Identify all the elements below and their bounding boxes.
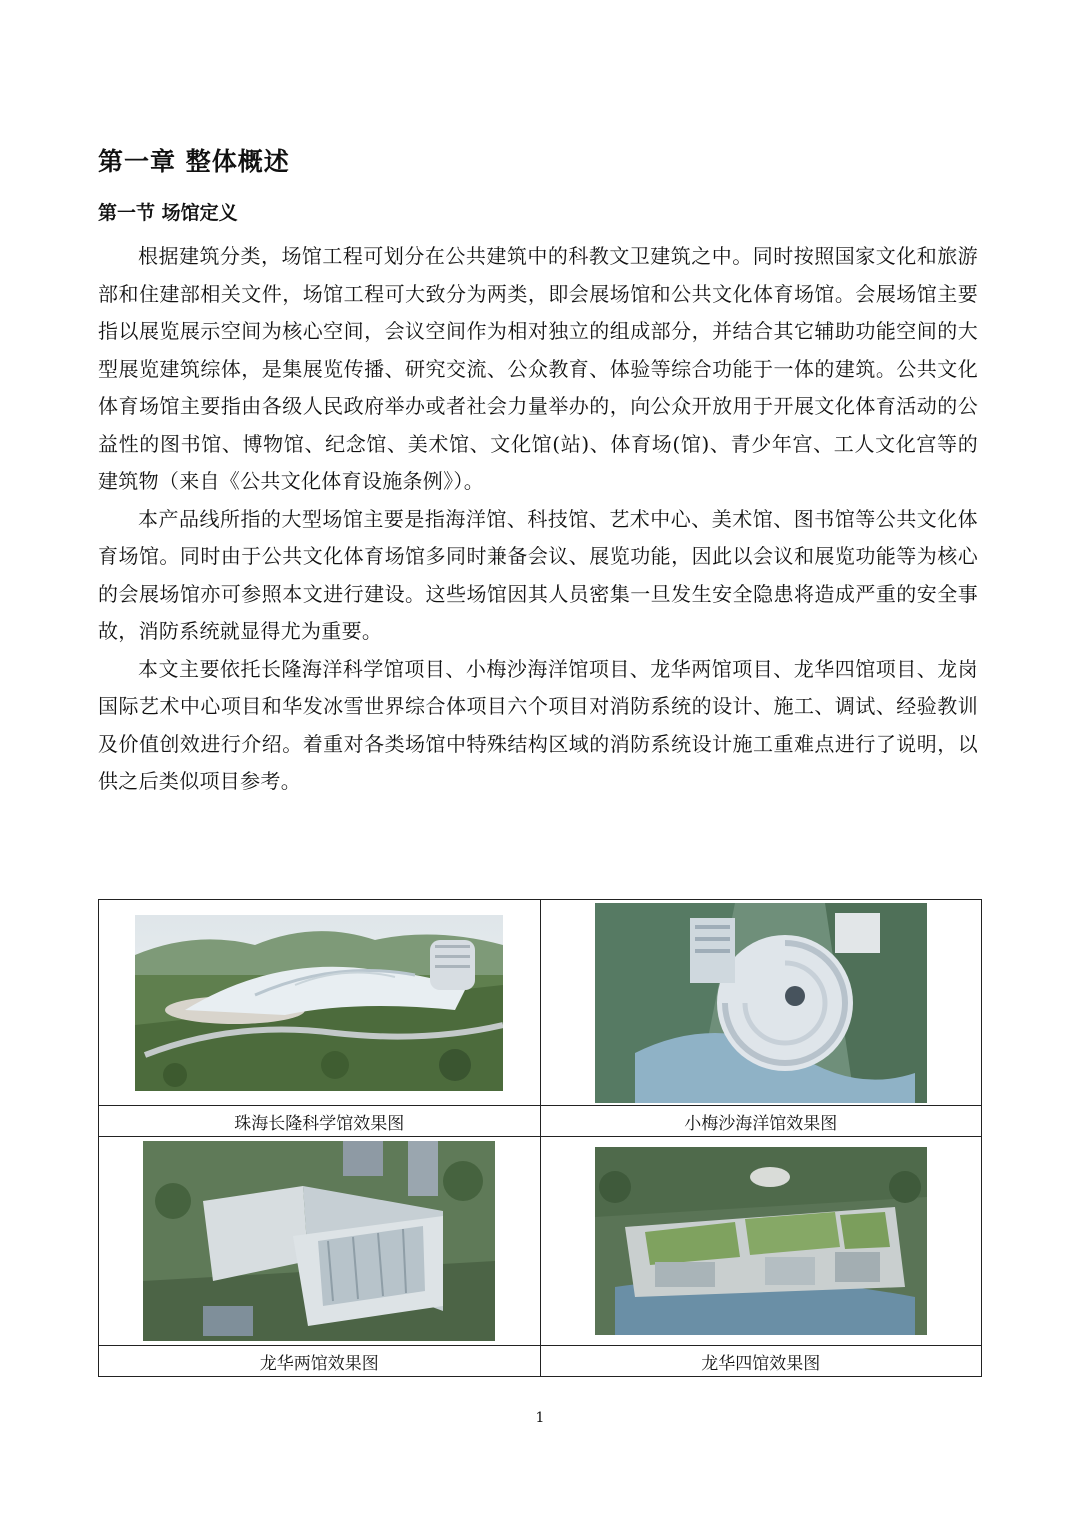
figure-cell (99, 1137, 541, 1346)
chimelong-rendering-image (135, 915, 503, 1091)
paragraph: 本文主要依托长隆海洋科学馆项目、小梅沙海洋馆项目、龙华两馆项目、龙华四馆项目、龙岗国际艺术中心项目和华发冰雪世界综合体项目六个项目对消防系统的设计、施工、调试、经验教训及价值创效进行介绍。着重对各类场馆中特殊结构区域的消防系统设计施工重难点进行了说明，以供之后类似项目参考。 (98, 656, 978, 793)
chapter-title: 第一章 整体概述 (98, 147, 290, 176)
xiaomeisha-rendering-image (595, 903, 927, 1103)
section-title: 第一节 场馆定义 (98, 202, 238, 224)
figure-cell (540, 1137, 982, 1346)
paragraph: 根据建筑分类，场馆工程可划分在公共建筑中的科教文卫建筑之中。同时按照国家文化和旅游部和住建部相关文件，场馆工程可大致分为两类，即会展场馆和公共文化体育场馆。会展场馆主要指以展览展示空间为核心空间，会议空间作为相对独立的组成部分，并结合其它辅助功能空间的大型展览建筑综体，是集展览传播、研究交流、公众教育、体验等综合功能于一体的建筑。公共文化体育场馆主要指由各级人民政府举办或者社会力量举办的，向公众开放用于开展文化体育活动的公益性的图书馆、博物馆、纪念馆、美术馆、文化馆(站)、体育场(馆)、青少年宫、工人文化宫等的建筑物（来自《公共文化体育设施条例》）。 (98, 244, 978, 493)
figure-caption: 龙华四馆效果图 (540, 1346, 982, 1377)
page-number: 1 (535, 1410, 545, 1426)
figure-caption: 小梅沙海洋馆效果图 (540, 1106, 982, 1137)
figure-caption: 龙华两馆效果图 (99, 1346, 541, 1377)
body-text (98, 238, 978, 801)
figure-cell (99, 900, 541, 1106)
longhua-four-halls-rendering-image (595, 1147, 927, 1335)
longhua-two-halls-rendering-image (143, 1141, 495, 1341)
figure-table (98, 899, 982, 1377)
paragraph: 本产品线所指的大型场馆主要是指海洋馆、科技馆、艺术中心、美术馆、图书馆等公共文化体育场馆。同时由于公共文化体育场馆多同时兼备会议、展览功能，因此以会议和展览功能等为核心的会展场馆亦可参照本文进行建设。这些场馆因其人员密集一旦发生安全隐患将造成严重的安全事故，消防系统就显得尤为重要。 (98, 506, 978, 643)
figure-cell (540, 900, 982, 1106)
figure-caption: 珠海长隆科学馆效果图 (99, 1106, 541, 1137)
